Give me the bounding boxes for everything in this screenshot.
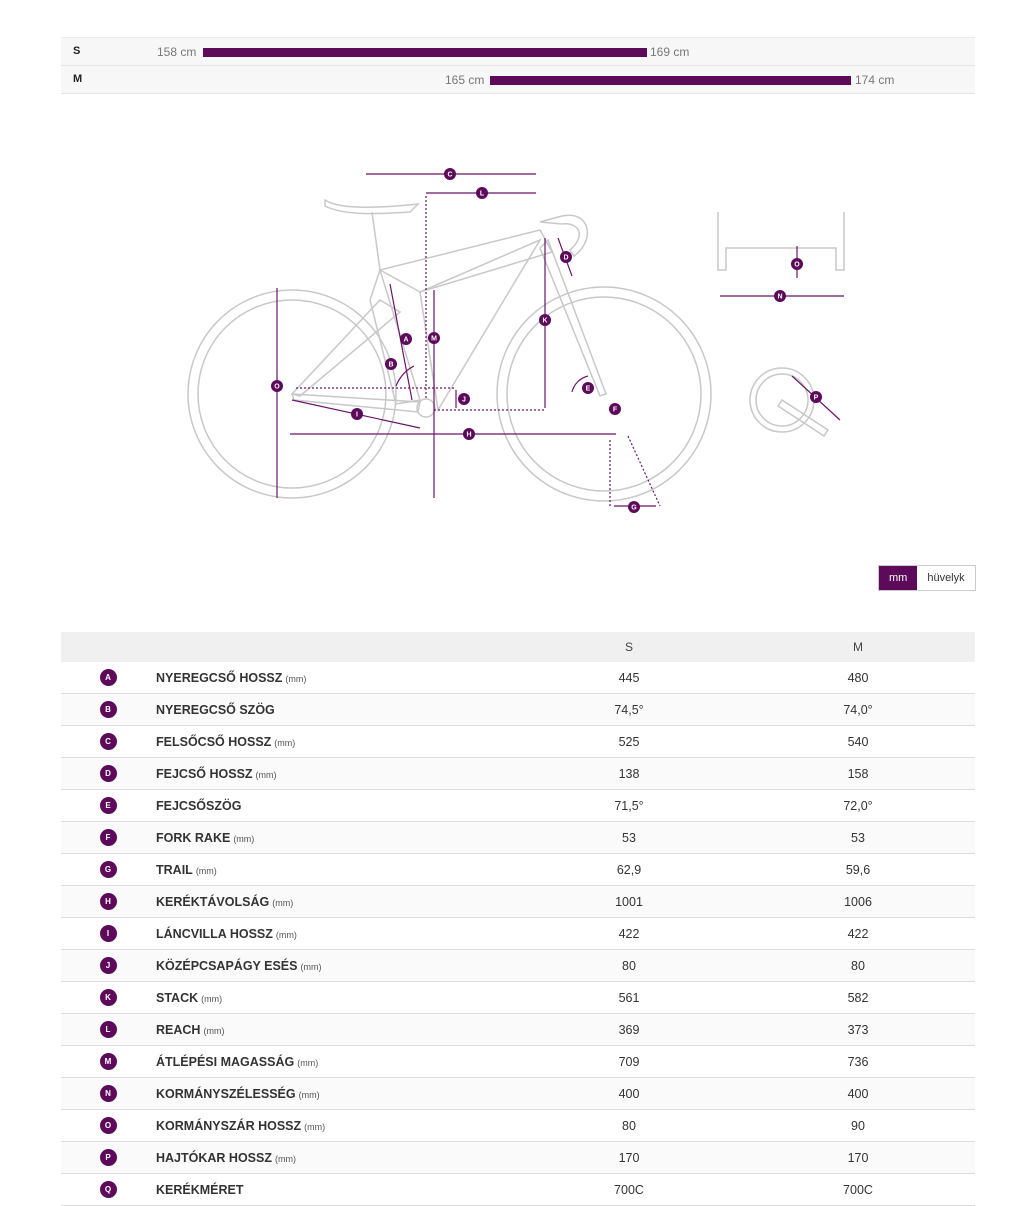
value-size-m: 72,0° (741, 790, 975, 822)
param-unit: (mm) (298, 1089, 320, 1100)
table-row (61, 982, 975, 1014)
height-min: 158 cm (157, 45, 197, 59)
table-row (61, 1174, 975, 1206)
name-cell (155, 886, 517, 918)
name-cell (155, 662, 517, 694)
letter-cell (61, 694, 155, 726)
table-row (61, 950, 975, 982)
measure-badge: L (100, 1021, 117, 1038)
param-unit: (mm) (274, 1153, 296, 1164)
value-size-m: 158 (741, 758, 975, 790)
param-unit: (mm) (195, 865, 217, 876)
value-size-m: 400 (741, 1078, 975, 1110)
letter-cell (61, 1174, 155, 1206)
height-max: 174 cm (855, 73, 895, 87)
value-size-m: 170 (741, 1142, 975, 1174)
height-min: 165 cm (445, 73, 485, 87)
diagram-label-f: F (612, 406, 618, 414)
measure-badge: E (100, 797, 117, 814)
header-size-m: M (741, 632, 975, 662)
value-size-s: 74,5° (517, 694, 741, 726)
measure-badge: Q (100, 1181, 117, 1198)
param-name: NYEREGCSŐ SZÖG (156, 702, 275, 717)
name-cell (155, 694, 517, 726)
diagram-label-l: L (479, 190, 485, 198)
value-size-s: 138 (517, 758, 741, 790)
value-size-s: 71,5° (517, 790, 741, 822)
value-size-m: 736 (741, 1046, 975, 1078)
name-cell (155, 1078, 517, 1110)
param-name: LÁNCVILLA HOSSZ (156, 926, 273, 941)
value-size-s: 1001 (517, 886, 741, 918)
height-range-bar (203, 48, 647, 57)
value-size-s: 525 (517, 726, 741, 758)
letter-cell (61, 982, 155, 1014)
rider-size-chart (61, 37, 975, 94)
table-row (61, 822, 975, 854)
diagram-label-g: G (631, 504, 637, 512)
measure-badge: D (100, 765, 117, 782)
param-name: KERÉKMÉRET (156, 1182, 244, 1197)
name-cell (155, 790, 517, 822)
value-size-m: 373 (741, 1014, 975, 1046)
letter-cell (61, 758, 155, 790)
size-row-m (61, 66, 975, 94)
param-name: FELSŐCSŐ HOSSZ (156, 734, 272, 749)
size-label: M (73, 73, 83, 85)
table-row (61, 662, 975, 694)
diagram-label-j: J (462, 396, 466, 404)
measure-badge: C (100, 733, 117, 750)
param-unit: (mm) (201, 993, 223, 1004)
param-unit: (mm) (255, 769, 277, 780)
table-header-row (61, 632, 975, 662)
letter-cell (61, 662, 155, 694)
letter-cell (61, 854, 155, 886)
param-unit: (mm) (233, 833, 255, 844)
table-row (61, 694, 975, 726)
table-row (61, 854, 975, 886)
letter-cell (61, 1046, 155, 1078)
table-row (61, 886, 975, 918)
name-cell (155, 1110, 517, 1142)
measure-badge: A (100, 669, 117, 686)
value-size-m: 582 (741, 982, 975, 1014)
name-cell (155, 822, 517, 854)
param-name: ÁTLÉPÉSI MAGASSÁG (156, 1054, 295, 1069)
name-cell (155, 758, 517, 790)
header-letter (61, 632, 155, 662)
size-label: S (73, 45, 81, 57)
param-unit: (mm) (304, 1121, 326, 1132)
value-size-s: 80 (517, 950, 741, 982)
diagram-label-c: C (447, 171, 453, 179)
table-row (61, 790, 975, 822)
letter-cell (61, 918, 155, 950)
diagram-label-a: A (403, 336, 409, 344)
table-row (61, 1142, 975, 1174)
param-unit: (mm) (274, 737, 296, 748)
param-unit: (mm) (297, 1057, 319, 1068)
name-cell (155, 1174, 517, 1206)
param-name: FEJCSŐSZÖG (156, 798, 242, 813)
value-size-s: 53 (517, 822, 741, 854)
measure-badge: J (100, 957, 117, 974)
letter-cell (61, 1014, 155, 1046)
letter-cell (61, 1078, 155, 1110)
measure-badge: P (100, 1149, 117, 1166)
diagram-label-i: I (356, 411, 358, 419)
param-name: STACK (156, 990, 199, 1005)
param-name: HAJTÓKAR HOSSZ (156, 1150, 272, 1165)
param-name: KORMÁNYSZÉLESSÉG (156, 1086, 296, 1101)
value-size-m: 53 (741, 822, 975, 854)
table-row (61, 1014, 975, 1046)
diagram-label-b: B (388, 361, 394, 369)
letter-cell (61, 790, 155, 822)
value-size-m: 422 (741, 918, 975, 950)
letter-cell (61, 1142, 155, 1174)
letter-cell (61, 726, 155, 758)
unit-mm-button[interactable]: mm (879, 566, 917, 590)
measure-badge: K (100, 989, 117, 1006)
diagram-label-h: H (466, 431, 472, 439)
value-size-m: 480 (741, 662, 975, 694)
diagram-label-o-stem: O (794, 261, 800, 269)
size-row-s (61, 37, 975, 66)
table-row (61, 1046, 975, 1078)
name-cell (155, 1046, 517, 1078)
param-unit: (mm) (285, 673, 307, 684)
name-cell (155, 918, 517, 950)
letter-cell (61, 886, 155, 918)
value-size-s: 400 (517, 1078, 741, 1110)
value-size-m: 700C (741, 1174, 975, 1206)
param-name: KERÉKTÁVOLSÁG (156, 894, 270, 909)
name-cell (155, 982, 517, 1014)
value-size-s: 445 (517, 662, 741, 694)
param-unit: (mm) (275, 929, 297, 940)
measure-badge: F (100, 829, 117, 846)
measure-badge: I (100, 925, 117, 942)
value-size-m: 90 (741, 1110, 975, 1142)
name-cell (155, 950, 517, 982)
unit-inch-button[interactable]: hüvelyk (917, 566, 974, 590)
measure-badge: H (100, 893, 117, 910)
table-row (61, 918, 975, 950)
table-row (61, 1078, 975, 1110)
value-size-s: 80 (517, 1110, 741, 1142)
measure-badge: O (100, 1117, 117, 1134)
value-size-m: 74,0° (741, 694, 975, 726)
letter-cell (61, 1110, 155, 1142)
value-size-s: 369 (517, 1014, 741, 1046)
value-size-s: 700C (517, 1174, 741, 1206)
name-cell (155, 1014, 517, 1046)
measure-badge: G (100, 861, 117, 878)
bike-geometry-diagram (180, 160, 860, 520)
param-name: NYEREGCSŐ HOSSZ (156, 670, 283, 685)
value-size-s: 709 (517, 1046, 741, 1078)
header-name (155, 632, 517, 662)
table-row (61, 726, 975, 758)
measure-badge: M (100, 1053, 117, 1070)
param-name: FEJCSŐ HOSSZ (156, 766, 253, 781)
value-size-m: 59,6 (741, 854, 975, 886)
diagram-label-k: K (542, 317, 548, 325)
value-size-m: 80 (741, 950, 975, 982)
value-size-s: 62,9 (517, 854, 741, 886)
letter-cell (61, 822, 155, 854)
value-size-s: 422 (517, 918, 741, 950)
param-name: REACH (156, 1022, 201, 1037)
param-unit: (mm) (272, 897, 294, 908)
unit-toggle (878, 565, 976, 591)
geometry-table (61, 632, 975, 1206)
table-row (61, 1110, 975, 1142)
diagram-label-d: D (563, 254, 569, 262)
value-size-m: 1006 (741, 886, 975, 918)
measure-badge: B (100, 701, 117, 718)
diagram-label-m: M (431, 335, 437, 343)
value-size-s: 170 (517, 1142, 741, 1174)
diagram-label-e: E (585, 385, 591, 393)
param-name: TRAIL (156, 862, 193, 877)
name-cell (155, 1142, 517, 1174)
height-max: 169 cm (650, 45, 690, 59)
measure-badge: N (100, 1085, 117, 1102)
param-name: KORMÁNYSZÁR HOSSZ (156, 1118, 302, 1133)
height-range-bar (490, 76, 851, 85)
value-size-s: 561 (517, 982, 741, 1014)
name-cell (155, 726, 517, 758)
diagram-label-n: N (777, 293, 783, 301)
param-name: KÖZÉPCSAPÁGY ESÉS (156, 958, 298, 973)
param-unit: (mm) (300, 961, 322, 972)
name-cell (155, 854, 517, 886)
diagram-label-o: O (274, 383, 280, 391)
bike-outline (188, 200, 844, 501)
table-row (61, 758, 975, 790)
letter-cell (61, 950, 155, 982)
header-size-s: S (517, 632, 741, 662)
param-name: FORK RAKE (156, 830, 231, 845)
param-unit: (mm) (203, 1025, 225, 1036)
value-size-m: 540 (741, 726, 975, 758)
diagram-label-p: P (813, 394, 819, 402)
